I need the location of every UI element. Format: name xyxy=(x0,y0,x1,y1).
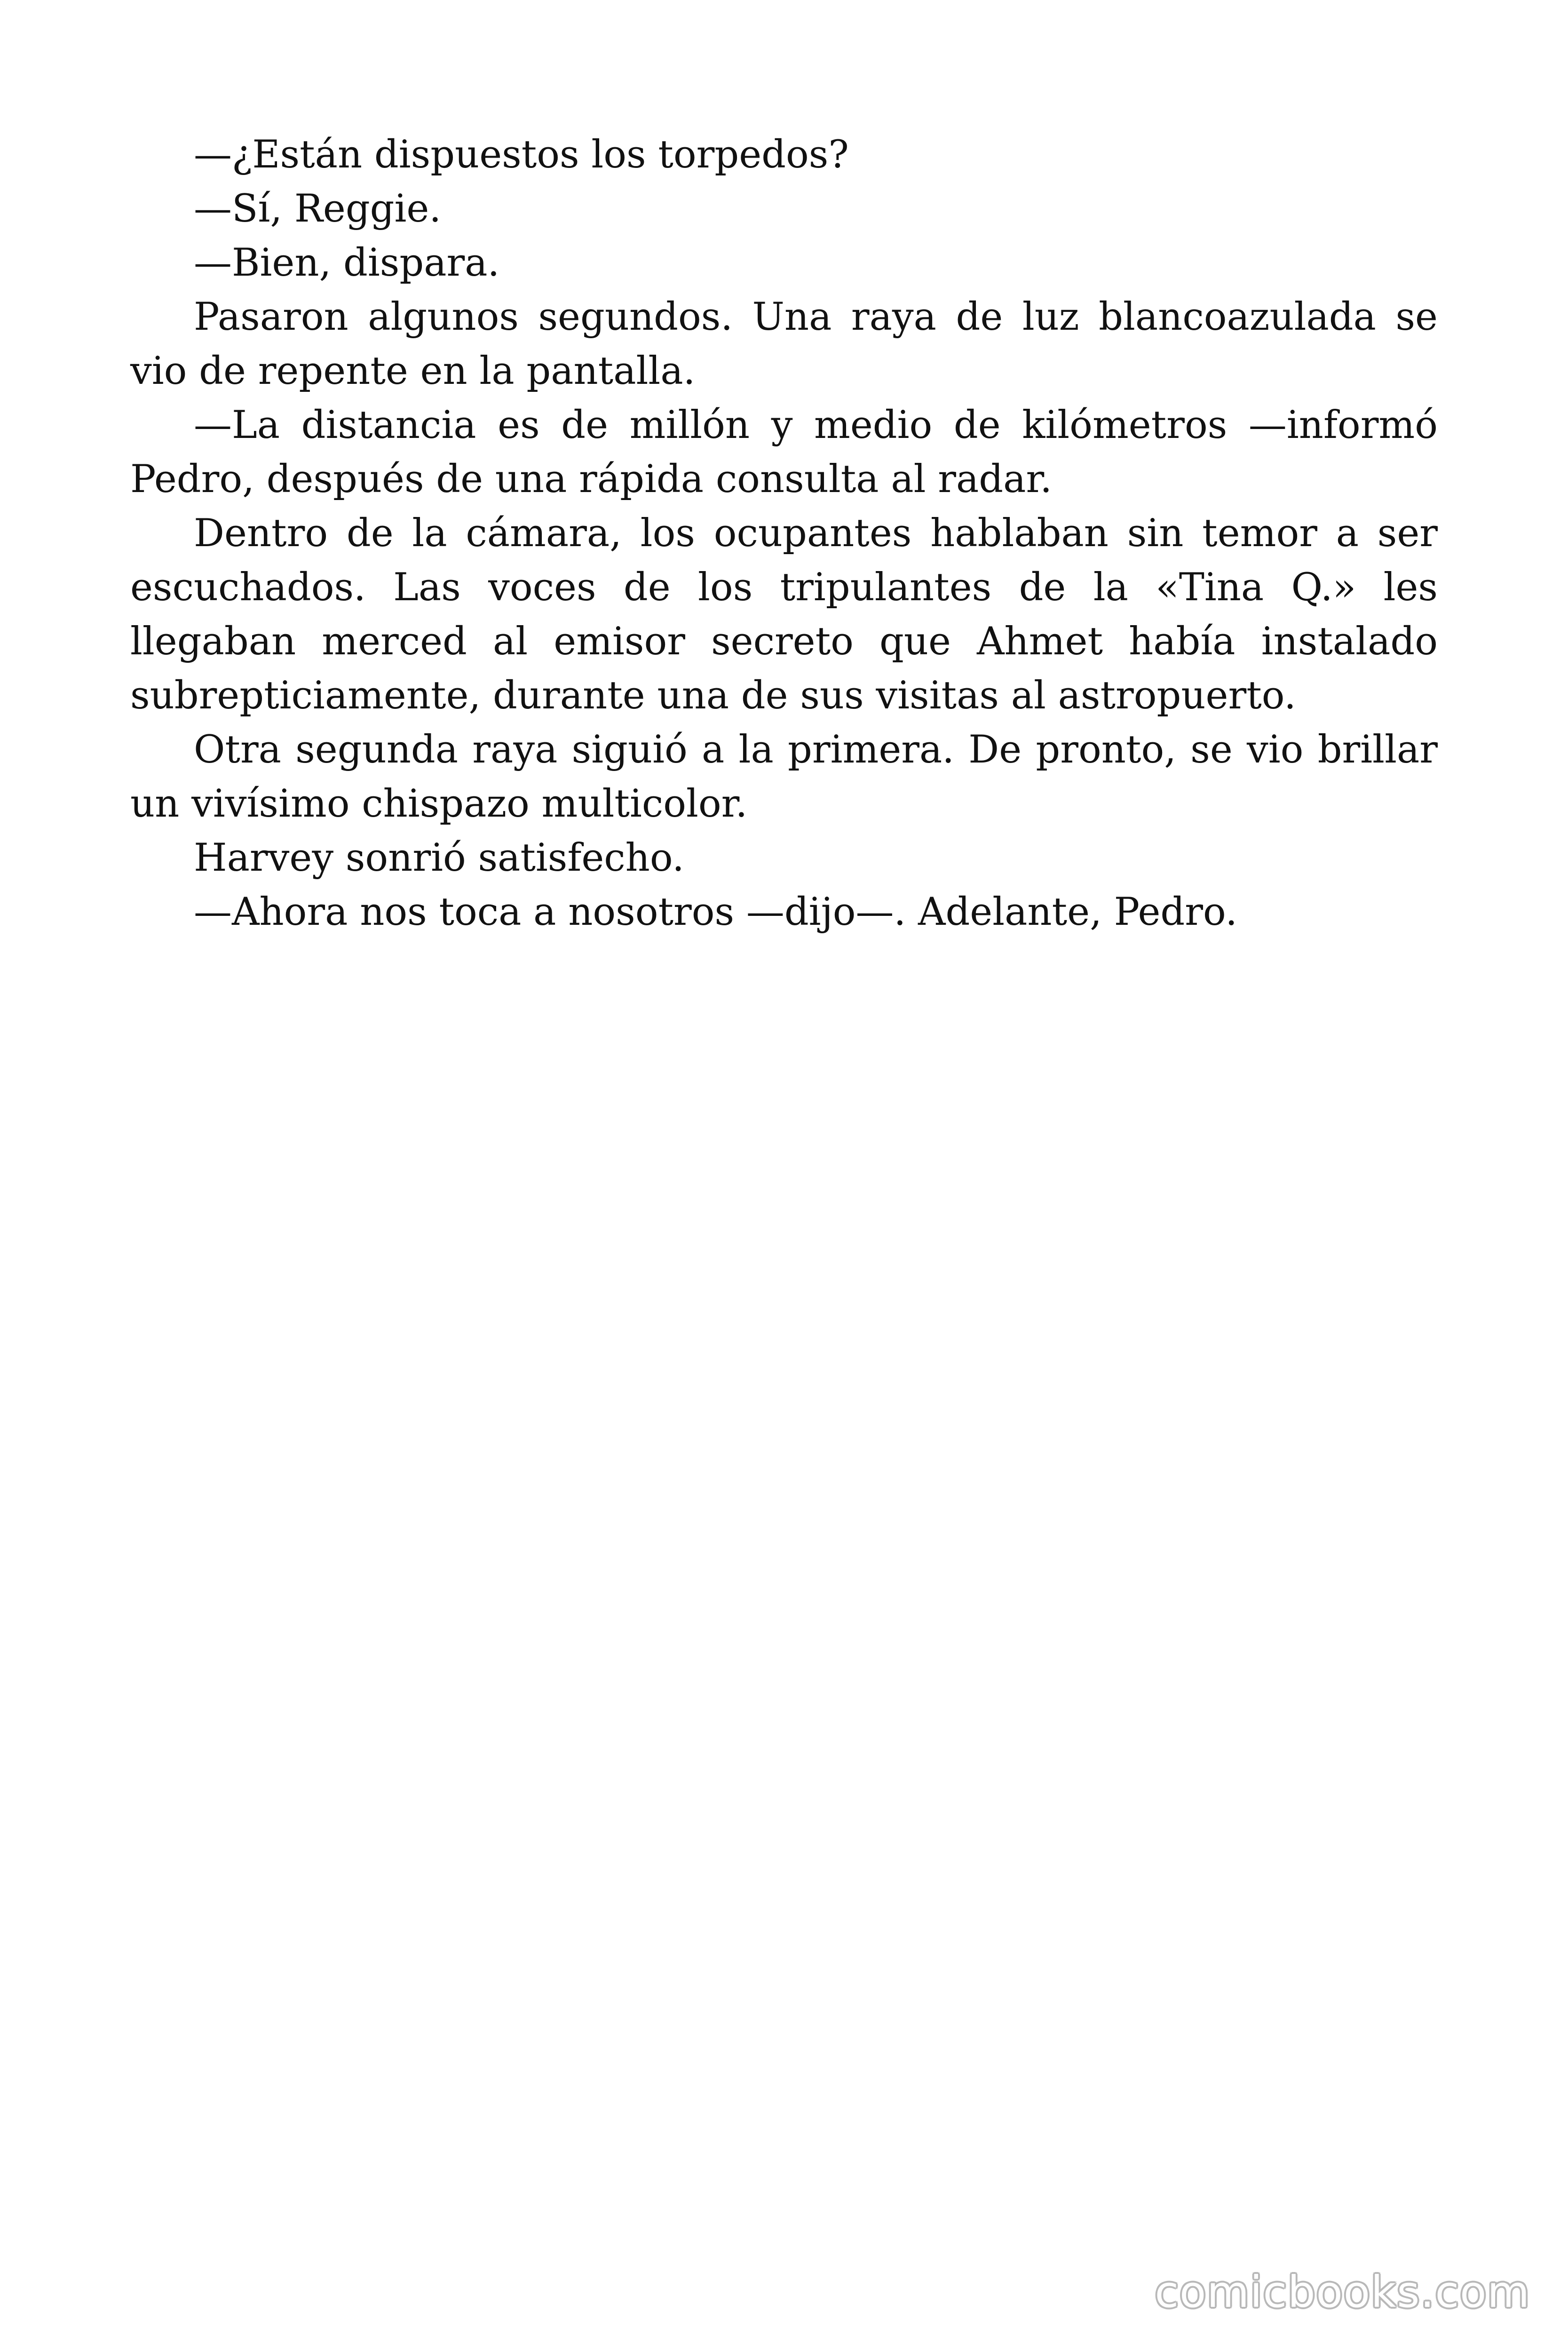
paragraph: Dentro de la cámara, los ocupantes hablaban sin temor a ser escuchados. Las voces de los tripulantes de la «Tina Q.» les llegaban merced al emisor secreto que Ahmet había instalado subrepticiamente, durante una de sus visitas al astropuerto. xyxy=(130,511,1438,718)
paragraph: —Sí, Reggie. xyxy=(194,187,442,231)
body-text xyxy=(130,128,1438,939)
paragraph: —La distancia es de millón y medio de kilómetros —informó Pedro, después de una rápida consulta al radar. xyxy=(130,403,1438,501)
paragraph: Otra segunda raya siguió a la primera. De pronto, se vio brillar un vivísimo chispazo multicolor. xyxy=(130,728,1438,826)
paragraph: Pasaron algunos segundos. Una raya de luz blancoazulada se vio de repente en la pantalla. xyxy=(130,295,1438,393)
watermark: comicbooks.com xyxy=(1155,2267,1530,2317)
paragraph: —Bien, dispara. xyxy=(194,241,500,285)
paragraph: —¿Están dispuestos los torpedos? xyxy=(194,133,849,177)
paragraph: —Ahora nos toca a nosotros —dijo—. Adelante, Pedro. xyxy=(194,890,1238,934)
paragraph: Harvey sonrió satisfecho. xyxy=(194,836,684,880)
